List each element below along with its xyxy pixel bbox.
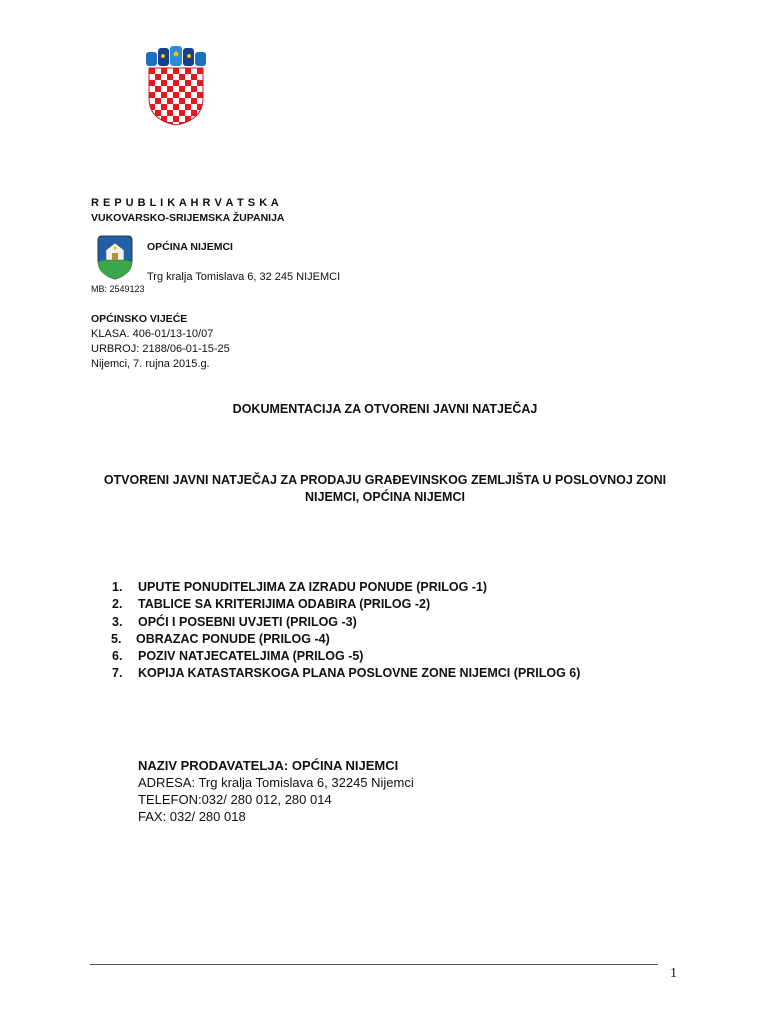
document-title: DOKUMENTACIJA ZA OTVORENI JAVNI NATJEČAJ: [232, 402, 538, 416]
urbroj-number: URBROJ: 2188/06-01-15-25: [91, 343, 230, 355]
place-date: Nijemci, 7. rujna 2015.g.: [91, 358, 210, 370]
municipality-address: Trg kralja Tomislava 6, 32 245 NIJEMCI: [147, 271, 341, 283]
document-subtitle-line1: OTVORENI JAVNI NATJEČAJ ZA PRODAJU GRAĐEVINSKOG ZEMLJIŠTA U POSLOVNOJ ZONI: [103, 473, 667, 487]
list-item: 5. OBRAZAC PONUDE (PRILOG -4): [111, 631, 330, 646]
seller-info: [138, 757, 414, 825]
list-item: 7. KOPIJA KATASTARSKOGA PLANA POSLOVNE ZONE NIJEMCI (PRILOG 6): [112, 666, 581, 681]
list-item: 1. UPUTE PONUDITELJIMA ZA IZRADU PONUDE (PRILOG -1): [112, 580, 488, 594]
croatian-coat-of-arms-icon: [142, 46, 210, 126]
seller-address: ADRESA: Trg kralja Tomislava 6, 32245 Nijemci: [138, 775, 414, 790]
document-subtitle-line2: NIJEMCI, OPĆINA NIJEMCI: [305, 490, 465, 504]
municipality-name: OPĆINA NIJEMCI: [147, 241, 233, 253]
footer-divider: [90, 964, 658, 965]
council-name: OPĆINSKO VIJEĆE: [91, 313, 188, 325]
page-number: 1: [670, 966, 677, 981]
mb-number: MB: 2549123: [91, 284, 145, 294]
klasa-number: KLASA. 406-01/13-10/07: [91, 328, 214, 340]
list-item: 2. TABLICE SA KRITERIJIMA ODABIRA (PRILOG -2): [112, 597, 431, 612]
country-name: R E P U B L I K A H R V A T S K A: [91, 197, 280, 209]
list-item: 3. OPĆI I POSEBNI UVJETI (PRILOG -3): [112, 614, 357, 629]
county-name: VUKOVARSKO-SRIJEMSKA ŽUPANIJA: [91, 212, 285, 224]
list-item: 6. POZIV NATJECATELJIMA (PRILOG -5): [112, 649, 364, 664]
seller-name: NAZIV PRODAVATELJA: OPĆINA NIJEMCI: [138, 758, 399, 773]
seller-phone: TELEFON:032/ 280 012, 280 014: [138, 792, 332, 807]
attachment-list: [112, 579, 580, 683]
seller-fax: FAX: 032/ 280 018: [138, 809, 246, 824]
municipality-coat-of-arms-icon: [96, 234, 134, 280]
